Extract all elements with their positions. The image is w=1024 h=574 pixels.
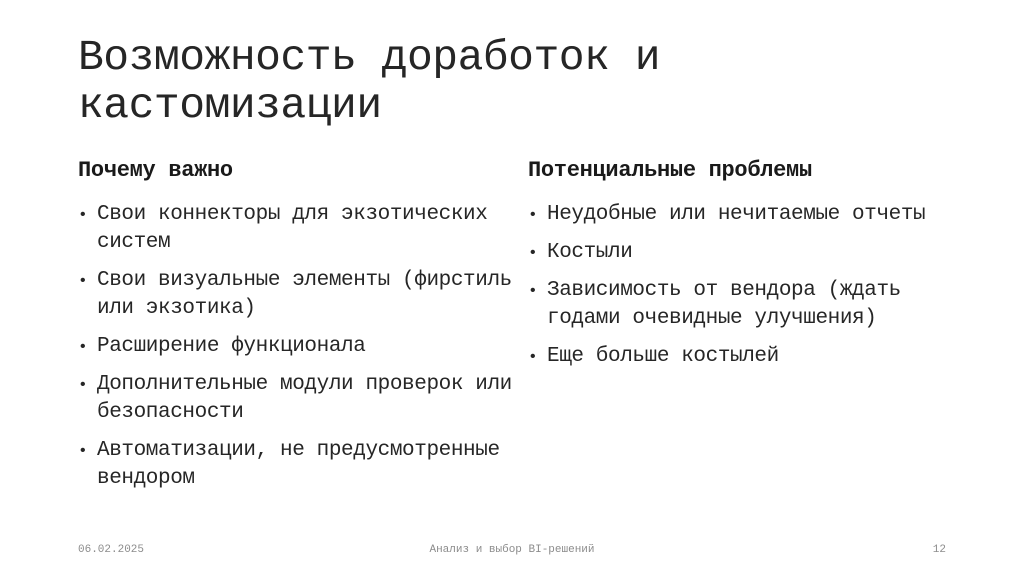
list-item — [78, 333, 518, 361]
left-bullet-list — [78, 201, 518, 493]
list-item — [78, 371, 518, 427]
bullet-icon: • — [528, 348, 538, 366]
right-column — [528, 157, 968, 381]
right-bullet-list — [528, 201, 968, 371]
list-item-text: Еще больше костылей — [547, 345, 779, 368]
list-item — [528, 239, 968, 267]
list-item-text: Расширение функционала — [97, 335, 366, 358]
list-item — [528, 343, 968, 371]
list-item — [528, 201, 968, 229]
footer-title: Анализ и выбор BI-решений — [429, 544, 595, 556]
list-item-text: Неудобные или нечитаемые отчеты — [547, 203, 926, 226]
list-item — [78, 201, 518, 257]
bullet-icon: • — [78, 442, 88, 460]
list-item-text: Зависимость от вендора (ждать годами очевидные улучшения) — [547, 279, 901, 330]
list-item-text: Костыли — [547, 241, 633, 264]
bullet-icon: • — [78, 272, 88, 290]
slide-title: Возможность доработок и кастомизации — [78, 33, 660, 130]
left-column-heading: Почему важно — [78, 158, 233, 183]
list-item — [528, 277, 968, 333]
right-column-heading: Потенциальные проблемы — [528, 158, 812, 183]
list-item-text: Свои визуальные элементы (фирстиль или экзотика) — [97, 269, 512, 320]
bullet-icon: • — [78, 206, 88, 224]
bullet-icon: • — [78, 338, 88, 356]
list-item-text: Автоматизации, не предусмотренные вендором — [97, 439, 500, 490]
list-item-text: Дополнительные модули проверок или безопасности — [97, 373, 512, 424]
bullet-icon: • — [528, 206, 538, 224]
bullet-icon: • — [78, 376, 88, 394]
bullet-icon: • — [528, 244, 538, 262]
bullet-icon: • — [528, 282, 538, 300]
list-item — [78, 437, 518, 493]
page-number: 12 — [932, 544, 946, 556]
left-column — [78, 157, 518, 503]
footer-date: 06.02.2025 — [78, 544, 145, 556]
list-item — [78, 267, 518, 323]
list-item-text: Свои коннекторы для экзотических систем — [97, 203, 488, 254]
